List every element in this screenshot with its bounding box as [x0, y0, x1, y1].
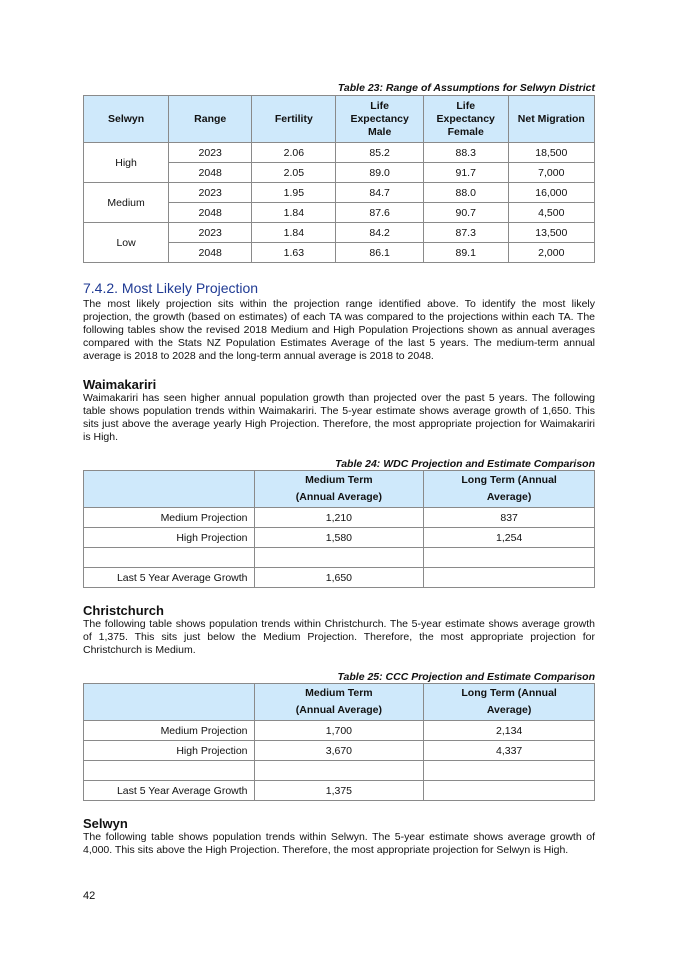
- t23-header-le-male: Life Expectancy Male: [336, 96, 423, 143]
- t23-cell: 91.7: [423, 163, 508, 183]
- table-row: [84, 568, 595, 588]
- t23-cell: 84.2: [336, 223, 423, 243]
- table-row: [84, 761, 595, 781]
- t23-cell: 1.63: [252, 243, 336, 263]
- t23-cell: 18,500: [508, 143, 594, 163]
- selwyn-paragraph: The following table shows population trends within Selwyn. The 5-year estimate shows average growth of 4,000. This sits above the High Projection. Therefore, the most appropriate projection for Selwyn is High.: [83, 831, 595, 856]
- t24-cell: [424, 548, 595, 568]
- t24-header-medium-term: Medium Term (Annual Average): [254, 471, 424, 508]
- t24-cell: 1,254: [424, 528, 595, 548]
- t24-row-label: Medium Projection: [84, 508, 255, 528]
- table-row: [84, 741, 595, 761]
- t23-cell: 90.7: [423, 203, 508, 223]
- t25-row-label: High Projection: [84, 741, 255, 761]
- t24-row-label: High Projection: [84, 528, 255, 548]
- selwyn-heading: Selwyn: [83, 816, 128, 831]
- t25-cell: 1,700: [254, 721, 424, 741]
- t23-cell: 88.0: [423, 183, 508, 203]
- table-row: [84, 508, 595, 528]
- t25-cell: 1,375: [254, 781, 424, 801]
- t23-cell: 89.0: [336, 163, 423, 183]
- table-24: [83, 470, 595, 588]
- t23-cell: 87.6: [336, 203, 423, 223]
- t23-cell: 1.84: [252, 223, 336, 243]
- t23-cell: 1.95: [252, 183, 336, 203]
- t23-cell: 88.3: [423, 143, 508, 163]
- table-25: [83, 683, 595, 801]
- t25-cell: 4,337: [424, 741, 595, 761]
- t24-header-long-term: Long Term (Annual Average): [424, 471, 595, 508]
- t23-cell: 13,500: [508, 223, 594, 243]
- t24-row-label: Last 5 Year Average Growth: [84, 568, 255, 588]
- t25-header-blank: [84, 684, 255, 721]
- t23-header-range: Range: [169, 96, 252, 143]
- t24-cell: [254, 548, 424, 568]
- t25-header-long-term: Long Term (Annual Average): [424, 684, 595, 721]
- t23-header-selwyn: Selwyn: [84, 96, 169, 143]
- t23-cell: 7,000: [508, 163, 594, 183]
- t25-cell: [424, 761, 595, 781]
- t23-cell: 2023: [169, 143, 252, 163]
- t23-cell: 2048: [169, 243, 252, 263]
- t23-cell: 2048: [169, 163, 252, 183]
- t23-header-net-migration: Net Migration: [508, 96, 594, 143]
- t24-header-blank: [84, 471, 255, 508]
- t24-row-label: [84, 548, 255, 568]
- t25-header-medium-term: Medium Term (Annual Average): [254, 684, 424, 721]
- waimakariri-paragraph: Waimakariri has seen higher annual population growth than projected over the past 5 years. The following table shows population trends within Waimakariri. The 5-year estimate shows average growth of 1,650. This sits just above the average yearly High Projection. Therefore, the most appropriate projection for Waimakariri is High.: [83, 392, 595, 443]
- t25-cell: 2,134: [424, 721, 595, 741]
- t23-cell: 4,500: [508, 203, 594, 223]
- t23-cell: 2,000: [508, 243, 594, 263]
- christchurch-heading: Christchurch: [83, 603, 164, 618]
- table-23-caption: Table 23: Range of Assumptions for Selwyn District: [337, 82, 595, 94]
- t23-cell: 84.7: [336, 183, 423, 203]
- t23-group-low: Low: [84, 223, 169, 263]
- t25-row-label: Medium Projection: [84, 721, 255, 741]
- page-number: 42: [83, 890, 96, 902]
- t24-cell: 1,580: [254, 528, 424, 548]
- t25-row-label: Last 5 Year Average Growth: [84, 781, 255, 801]
- t23-cell: 87.3: [423, 223, 508, 243]
- table-row: [84, 548, 595, 568]
- t24-cell: [424, 568, 595, 588]
- t24-cell: 837: [424, 508, 595, 528]
- t23-cell: 16,000: [508, 183, 594, 203]
- t23-group-high: High: [84, 143, 169, 183]
- table-row: [84, 528, 595, 548]
- t23-cell: 1.84: [252, 203, 336, 223]
- t25-cell: [254, 761, 424, 781]
- t23-cell: 2023: [169, 183, 252, 203]
- t25-row-label: [84, 761, 255, 781]
- table-23: [83, 95, 595, 263]
- table-row: [84, 183, 595, 203]
- t23-cell: 89.1: [423, 243, 508, 263]
- table-row: [84, 223, 595, 243]
- t25-cell: [424, 781, 595, 801]
- table-25-caption: Table 25: CCC Projection and Estimate Comparison: [337, 671, 595, 683]
- section-heading-742: 7.4.2. Most Likely Projection: [83, 280, 259, 296]
- table-row: [84, 781, 595, 801]
- t23-cell: 85.2: [336, 143, 423, 163]
- t24-cell: 1,650: [254, 568, 424, 588]
- table-row: [84, 143, 595, 163]
- section-742-paragraph: The most likely projection sits within the projection range identified above. To identify the most likely projection, the growth (based on estimates) of each TA was compared to the projections within each TA. The following tables show the revised 2018 Medium and High Population Projections shown as annual averages compared with the Stats NZ Population Estimates Average of the last 5 years. The medium-term annual average is 2018 to 2028 and the long-term annual average is 2018 to 2048.: [83, 298, 595, 362]
- t23-cell: 2.06: [252, 143, 336, 163]
- t23-cell: 86.1: [336, 243, 423, 263]
- t23-cell: 2023: [169, 223, 252, 243]
- t23-cell: 2.05: [252, 163, 336, 183]
- table-row: [84, 721, 595, 741]
- t23-header-fertility: Fertility: [252, 96, 336, 143]
- t24-cell: 1,210: [254, 508, 424, 528]
- t23-header-le-female: Life Expectancy Female: [423, 96, 508, 143]
- t23-cell: 2048: [169, 203, 252, 223]
- t23-group-medium: Medium: [84, 183, 169, 223]
- t25-cell: 3,670: [254, 741, 424, 761]
- table-24-caption: Table 24: WDC Projection and Estimate Comparison: [335, 458, 595, 470]
- christchurch-paragraph: The following table shows population trends within Christchurch. The 5-year estimate shows average growth of 1,375. This sits just below the Medium Projection. Therefore, the most appropriate projection for Christchurch is Medium.: [83, 618, 595, 656]
- waimakariri-heading: Waimakariri: [83, 377, 157, 392]
